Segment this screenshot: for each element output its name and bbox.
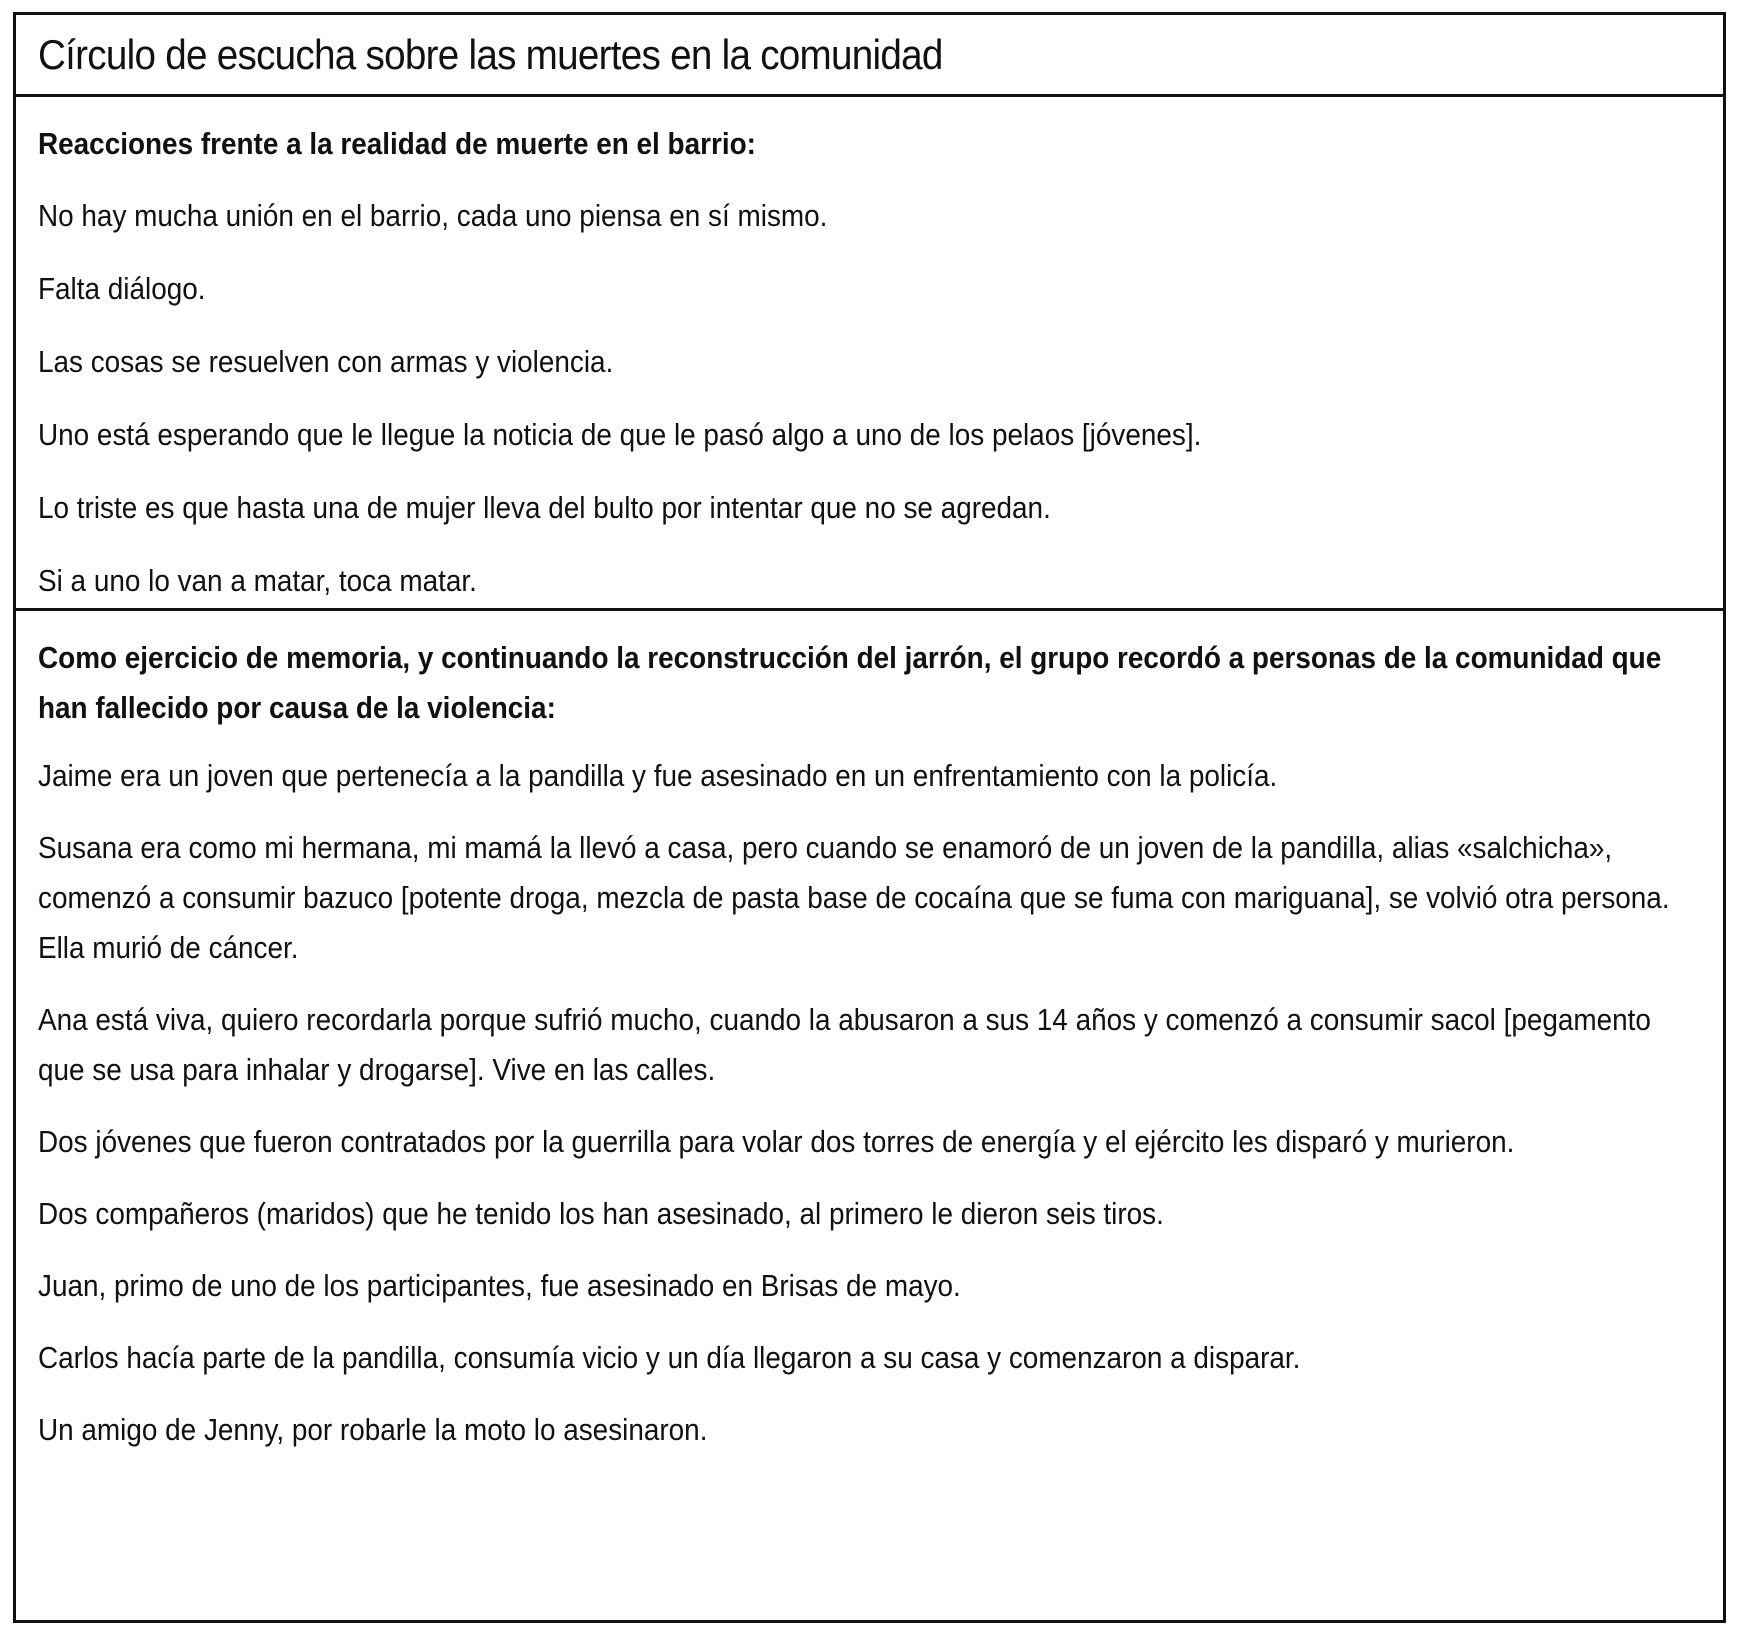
section-heading: Reacciones frente a la realidad de muerte en el barrio: — [38, 126, 756, 161]
document-box — [13, 12, 1726, 1623]
list-item: Si a uno lo van a matar, toca matar. — [38, 563, 477, 598]
list-item: No hay mucha unión en el barrio, cada uno piensa en sí mismo. — [38, 198, 828, 233]
list-item: Susana era como mi hermana, mi mamá la llevó a casa, pero cuando se enamoró de un joven de la pandilla, alias «salchicha», comenzó a consumir bazuco [potente droga, mezcla de pasta base de cocaína que se fuma con mariguana], se volvió otra persona. Ella murió de cáncer. — [38, 830, 1670, 965]
list-item: Un amigo de Jenny, por robarle la moto lo asesinaron. — [38, 1412, 708, 1447]
section-memory — [16, 611, 1723, 1455]
section-reactions — [16, 97, 1723, 611]
section-heading: Como ejercicio de memoria, y continuando la reconstrucción del jarrón, el grupo recordó a personas de la comunidad que han fallecido por causa de la violencia: — [38, 640, 1662, 725]
list-item: Carlos hacía parte de la pandilla, consumía vicio y un día llegaron a su casa y comenzaron a disparar. — [38, 1340, 1301, 1375]
title-row — [16, 15, 1723, 97]
list-item: Jaime era un joven que pertenecía a la pandilla y fue asesinado en un enfrentamiento con la policía. — [38, 758, 1278, 793]
list-item: Juan, primo de uno de los participantes, fue asesinado en Brisas de mayo. — [38, 1268, 961, 1303]
list-item: Las cosas se resuelven con armas y violencia. — [38, 344, 614, 379]
list-item: Dos jóvenes que fueron contratados por la guerrilla para volar dos torres de energía y el ejército les disparó y murieron. — [38, 1124, 1515, 1159]
list-item: Uno está esperando que le llegue la noticia de que le pasó algo a uno de los pelaos [jóvenes]. — [38, 417, 1202, 452]
list-item: Lo triste es que hasta una de mujer lleva del bulto por intentar que no se agredan. — [38, 490, 1051, 525]
list-item: Falta diálogo. — [38, 271, 206, 306]
document-title: Círculo de escucha sobre las muertes en la comunidad — [38, 30, 943, 78]
list-item: Ana está viva, quiero recordarla porque sufrió mucho, cuando la abusaron a sus 14 años y comenzó a consumir sacol [pegamento que se usa para inhalar y drogarse]. Vive en las calles. — [38, 1002, 1651, 1087]
list-item: Dos compañeros (maridos) que he tenido los han asesinado, al primero le dieron seis tiros. — [38, 1196, 1164, 1231]
